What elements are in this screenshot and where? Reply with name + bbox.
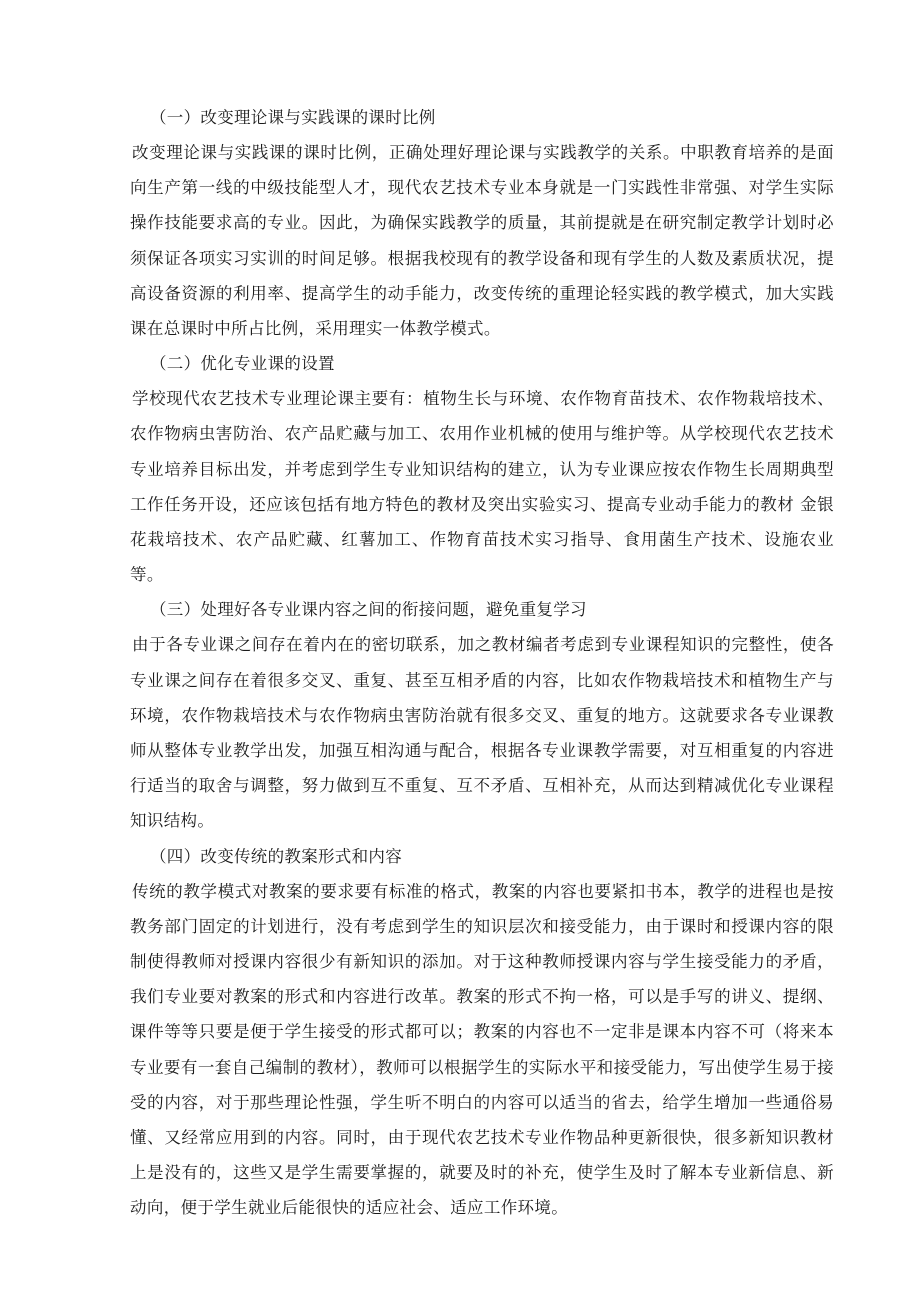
section-heading: （四）改变传统的教案形式和内容 (150, 846, 402, 866)
section-heading: （三）处理好各专业课内容之间的衔接问题，避免重复学习 (150, 600, 587, 620)
section-heading: （二）优化专业课的设置 (150, 354, 335, 374)
section-3 (132, 592, 834, 838)
section-4 (132, 839, 834, 1226)
section-paragraph: 改变理论课与实践课的课时比例，正确处理好理论课与实践教学的关系。中职教育培养的是面向生产第一线的中级技能型人才，现代农艺技术专业本身就是一门实践性非常强、对学生实际操作技能要求高的专业。因此，为确保实践教学的质量，其前提就是在研究制定教学计划时必须保证各项实习实训的时间足够。根据我校现有的教学设备和现有学生的人数及素质状况，提高设备资源的利用率、提高学生的动手能力，改变传统的重理论轻实践的教学模式，加大实践课在总课时中所占比例，采用理实一体教学模式。 (130, 143, 834, 339)
section-heading: （一）改变理论课与实践课的课时比例 (150, 108, 436, 127)
section-1 (132, 100, 834, 346)
section-paragraph: 由于各专业课之间存在着内在的密切联系，加之教材编者考虑到专业课程知识的完整性，使各专业课之间存在着很多交叉、重复、甚至互相矛盾的内容，比如农作物栽培技术和植物生产与环境，农作物栽培技术与农作物病虫害防治就有很多交叉、重复的地方。这就要求各专业课教师从整体专业教学出发，加强互相沟通与配合，根据各专业课教学需要，对互相重复的内容进行适当的取舍与调整，努力做到互不重复、互不矛盾、互相补充，从而达到精减优化专业课程知识结构。 (130, 635, 834, 831)
document-body (132, 100, 834, 1226)
section-paragraph: 传统的教学模式对教案的要求要有标准的格式，教案的内容也要紧扣书本，教学的进程也是按教务部门固定的计划进行，没有考虑到学生的知识层次和接受能力，由于课时和授课内容的限制使得教师对授课内容很少有新知识的添加。对于这种教师授课内容与学生接受能力的矛盾，我们专业要对教案的形式和内容进行改革。教案的形式不拘一格，可以是手写的讲义、提纲、课件等等只要是便于学生接受的形式都可以；教案的内容也不一定非是课本内容不可（将来本专业要有一套自己编制的教材），教师可以根据学生的实际水平和接受能力，写出使学生易于接受的内容，对于那些理论性强，学生听不明白的内容可以适当的省去，给学生增加一些通俗易懂、又经常应用到的内容。同时，由于现代农艺技术专业作物品种更新很快，很多新知识教材上是没有的，这些又是学生需要掌握的，就要及时的补充，使学生及时了解本专业新信息、新动向，便于学生就业后能很快的适应社会、适应工作环境。 (130, 881, 834, 1218)
section-2 (132, 346, 834, 592)
section-paragraph: 学校现代农艺技术专业理论课主要有：植物生长与环境、农作物育苗技术、农作物栽培技术、农作物病虫害防治、农产品贮藏与加工、农用作业机械的使用与维护等。从学校现代农艺技术专业培养目标出发，并考虑到学生专业知识结构的建立，认为专业课应按农作物生长周期典型工作任务开设，还应该包括有地方特色的教材及突出实验实习、提高专业动手能力的教材 金银花栽培技术、农产品贮藏、红薯加工、作物育苗技术实习指导、食用菌生产技术、设施农业等。 (130, 389, 834, 585)
